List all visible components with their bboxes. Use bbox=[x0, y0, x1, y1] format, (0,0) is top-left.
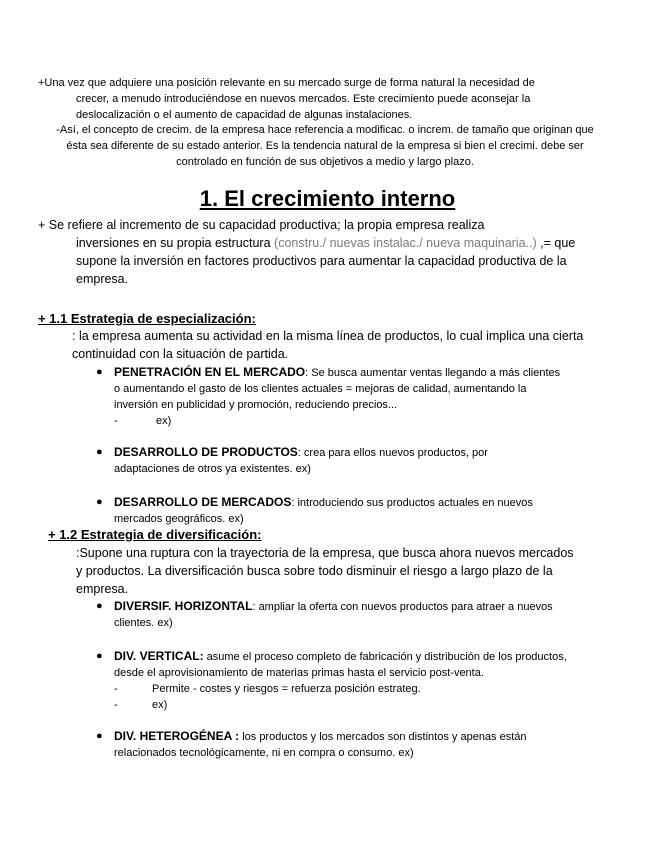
item-text: : ampliar la oferta con nuevos productos para atraer a nuevos clientes. ex) bbox=[114, 601, 553, 629]
bullet-icon: ● bbox=[96, 730, 103, 742]
list-item bbox=[96, 364, 564, 429]
section-1-1-list-2 bbox=[96, 444, 534, 477]
sub-item bbox=[114, 681, 574, 697]
internal-rest bbox=[38, 234, 598, 288]
intro-line-1: +Una vez que adquiere una posición relevante en su mercado surge de forma natural la necesidad de bbox=[38, 77, 535, 89]
item-key: PENETRACIÓN EN EL MERCADO bbox=[114, 365, 306, 379]
item-text: los productos y los mercados son distintos y apenas están relacionados tecnológicamente, ni en compra o consumo. ex) bbox=[114, 731, 527, 759]
list-item bbox=[96, 444, 534, 477]
item-text: asume el proceso completo de fabricación y distribución de los productos, desde el aprovisionamiento de materias primas hasta el servicio post-venta. bbox=[114, 651, 567, 679]
section-1-1-list bbox=[96, 364, 564, 429]
bullet-icon: ● bbox=[96, 366, 103, 378]
page-title: 1. El crecimiento interno bbox=[199, 186, 456, 211]
section-1-2-list-3 bbox=[96, 728, 574, 761]
internal-gray-examples: (constru./ nuevas instalac./ nueva maquinaria..) bbox=[274, 236, 537, 250]
sub-item-text: ex) bbox=[152, 699, 168, 711]
bullet-icon: ● bbox=[96, 650, 103, 662]
internal-first-line: + Se refiere al incremento de su capacidad productiva; la propia empresa realiza bbox=[38, 218, 485, 232]
sub-item bbox=[114, 697, 574, 713]
bullet-icon: ● bbox=[96, 600, 103, 612]
dash-icon: - bbox=[114, 415, 118, 427]
intro-paragraph-1 bbox=[38, 75, 598, 123]
section-1-1-title: + 1.1 Estrategia de especialización: bbox=[38, 311, 256, 326]
list-item bbox=[96, 494, 574, 527]
item-key: DIV. HETEROGÉNEA : bbox=[114, 729, 240, 743]
section-1-2-list bbox=[96, 598, 564, 631]
section-1-2-list-2 bbox=[96, 648, 574, 713]
bullet-icon: ● bbox=[96, 446, 103, 458]
section-1-1-list-3 bbox=[96, 494, 574, 527]
sub-item-text: ex) bbox=[156, 415, 172, 427]
list-item bbox=[96, 728, 574, 761]
internal-rest-b: ,= que supone la inversión en factores productivos para aumentar la capacidad productiva de la empresa. bbox=[76, 236, 576, 286]
item-key: DIV. VERTICAL: bbox=[114, 649, 204, 663]
sub-item bbox=[114, 413, 564, 429]
item-key: DESARROLLO DE MERCADOS bbox=[114, 495, 292, 509]
intro-line-1-cont: crecer, a menudo introduciéndose en nuevos mercados. Este crecimiento puede aconsejar la deslocalización o el aumento de capacidad de algunas instalaciones. bbox=[76, 93, 531, 121]
dash-icon: - bbox=[114, 683, 118, 695]
intro-paragraph-2: -Así, el concepto de crecim. de la empresa hace referencia a modificac. o increm. de tamaño que originan que ésta sea diferente de su estado anterior. Es la tendencia natural de la empresa si bien el crecimi. debe ser controlado en función de sus objetivos a medio y largo plazo. bbox=[56, 124, 594, 168]
item-key: DESARROLLO DE PRODUCTOS bbox=[114, 445, 298, 459]
item-text: : introduciendo sus productos actuales en nuevos mercados geográficos. ex) bbox=[114, 497, 533, 525]
list-item bbox=[96, 598, 564, 631]
section-1-2-desc: :Supone una ruptura con la trayectoria de la empresa, que busca ahora nuevos mercados y productos. La diversificación busca sobre todo disminuir el riesgo a largo plazo de la empresa. bbox=[76, 546, 574, 596]
sub-item-text: Permite - costes y riesgos = refuerza posición estrateg. bbox=[152, 683, 421, 695]
internal-rest-a: inversiones en su propia estructura bbox=[76, 236, 275, 250]
dash-icon: - bbox=[114, 699, 118, 711]
bullet-icon: ● bbox=[96, 496, 103, 508]
item-text: : Se busca aumentar ventas llegando a más clientes o aumentando el gasto de los clientes actuales = mejoras de calidad, aumentando la inversión en publicidad y promoción, reduciendo precios... bbox=[114, 367, 561, 411]
list-item bbox=[96, 648, 574, 713]
item-text: : crea para ellos nuevos productos, por adaptaciones de otros ya existentes. ex) bbox=[114, 447, 488, 475]
section-1-2-title: + 1.2 Estrategia de diversificación: bbox=[48, 527, 262, 542]
section-1-1-desc: : la empresa aumenta su actividad en la misma línea de productos, lo cual implica una cierta continuidad con la situación de partida. bbox=[72, 329, 584, 361]
internal-growth-paragraph bbox=[38, 216, 598, 288]
item-key: DIVERSIF. HORIZONTAL bbox=[114, 599, 253, 613]
